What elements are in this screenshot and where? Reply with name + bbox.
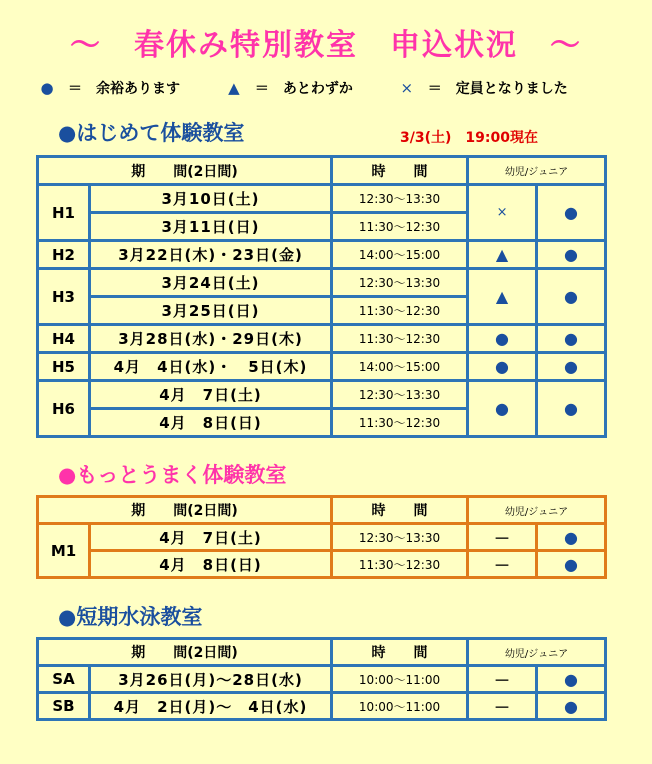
period-cell: 3月28日(水)・29日(木) [90, 325, 332, 353]
time-cell: 11:30～12:30 [332, 409, 468, 437]
time-cell: 11:30～12:30 [332, 213, 468, 241]
status-infant: ▲ [468, 241, 537, 269]
page-title: ～ 春休み特別教室 申込状況 ～ [70, 28, 582, 63]
table-row [38, 551, 606, 578]
period-cell: 4月 8日(日) [90, 551, 332, 578]
table-row [38, 353, 606, 381]
table-row [38, 325, 606, 353]
circle-icon: ● [40, 79, 54, 97]
header-time: 時 間 [332, 497, 468, 524]
period-cell: 4月 7日(土) [90, 524, 332, 551]
period-cell: 3月25日(日) [90, 297, 332, 325]
status-infant: － [468, 693, 537, 720]
table-header-row [38, 639, 606, 666]
legend-label: あとわずか [282, 81, 353, 97]
schedule-table-first-trial [36, 155, 607, 438]
class-code: H3 [38, 269, 90, 325]
status-infant: － [468, 551, 537, 578]
time-cell: 12:30～13:30 [332, 269, 468, 297]
status-infant: ● [468, 381, 537, 437]
status-junior: ● [537, 381, 606, 437]
time-cell: 10:00～11:00 [332, 666, 468, 693]
period-cell: 4月 7日(土) [90, 381, 332, 409]
legend-equals: ＝ [254, 81, 269, 97]
schedule-table-advanced-trial [36, 495, 607, 579]
section-title-advanced-trial: ●もっとうまく体験教室 [58, 463, 287, 487]
status-junior: ● [537, 325, 606, 353]
status-junior: ● [537, 353, 606, 381]
time-cell: 12:30～13:30 [332, 185, 468, 213]
table-header-row [38, 497, 606, 524]
legend-item-available [38, 81, 185, 97]
header-time: 時 間 [332, 157, 468, 185]
status-infant: ● [468, 325, 537, 353]
table-header-row [38, 157, 606, 185]
status-junior: ● [537, 666, 606, 693]
period-cell: 3月26日(月)～28日(水) [90, 666, 332, 693]
class-code: H6 [38, 381, 90, 437]
status-infant: － [468, 666, 537, 693]
time-cell: 11:30～12:30 [332, 551, 468, 578]
header-period: 期 間(2日間) [38, 497, 332, 524]
period-cell: 4月 8日(日) [90, 409, 332, 437]
time-cell: 11:30～12:30 [332, 325, 468, 353]
schedule-table-short-term-swim [36, 637, 607, 721]
status-infant: × [468, 185, 537, 241]
table-row [38, 241, 606, 269]
status-junior: ● [537, 241, 606, 269]
legend-item-full [398, 81, 568, 97]
time-cell: 10:00～11:00 [332, 693, 468, 720]
cross-icon: × [400, 79, 414, 97]
time-cell: 14:00～15:00 [332, 241, 468, 269]
header-period: 期 間(2日間) [38, 639, 332, 666]
status-junior: ● [537, 551, 606, 578]
header-age: 幼児/ジュニア [468, 497, 606, 524]
class-code: H1 [38, 185, 90, 241]
legend-item-few-left [225, 81, 358, 97]
period-cell: 4月 2日(月)～ 4日(水) [90, 693, 332, 720]
header-period: 期 間(2日間) [38, 157, 332, 185]
period-cell: 3月10日(土) [90, 185, 332, 213]
period-cell: 3月11日(日) [90, 213, 332, 241]
legend-equals: ＝ [68, 81, 82, 97]
table-row [38, 666, 606, 693]
time-cell: 11:30～12:30 [332, 297, 468, 325]
table-row [38, 693, 606, 720]
section-title-first-trial: ●はじめて体験教室 [58, 121, 245, 145]
status-infant: － [468, 524, 537, 551]
time-cell: 12:30～13:30 [332, 524, 468, 551]
table-row [38, 269, 606, 297]
class-code: SA [38, 666, 90, 693]
time-cell: 12:30～13:30 [332, 381, 468, 409]
table-row [38, 524, 606, 551]
status-infant: ● [468, 353, 537, 381]
header-age: 幼児/ジュニア [468, 157, 606, 185]
legend-label: 余裕あります [96, 81, 180, 97]
triangle-icon: ▲ [228, 79, 240, 97]
period-cell: 3月24日(土) [90, 269, 332, 297]
status-junior: ● [537, 693, 606, 720]
period-cell: 3月22日(木)・23日(金) [90, 241, 332, 269]
table-row [38, 185, 606, 213]
status-infant: ▲ [468, 269, 537, 325]
period-cell: 4月 4日(水)・ 5日(木) [90, 353, 332, 381]
status-junior: ● [537, 524, 606, 551]
status-junior: ● [537, 185, 606, 241]
legend [38, 78, 638, 98]
as-of-timestamp: 3/3(土) 19:00現在 [400, 130, 538, 146]
class-code: H4 [38, 325, 90, 353]
legend-equals: ＝ [427, 81, 442, 97]
header-time: 時 間 [332, 639, 468, 666]
table-row [38, 381, 606, 409]
class-code: H5 [38, 353, 90, 381]
legend-label: 定員となりました [455, 81, 568, 97]
class-code: SB [38, 693, 90, 720]
time-cell: 14:00～15:00 [332, 353, 468, 381]
section-title-short-term-swim: ●短期水泳教室 [58, 605, 203, 629]
class-code: M1 [38, 524, 90, 578]
class-code: H2 [38, 241, 90, 269]
status-junior: ● [537, 269, 606, 325]
header-age: 幼児/ジュニア [468, 639, 606, 666]
